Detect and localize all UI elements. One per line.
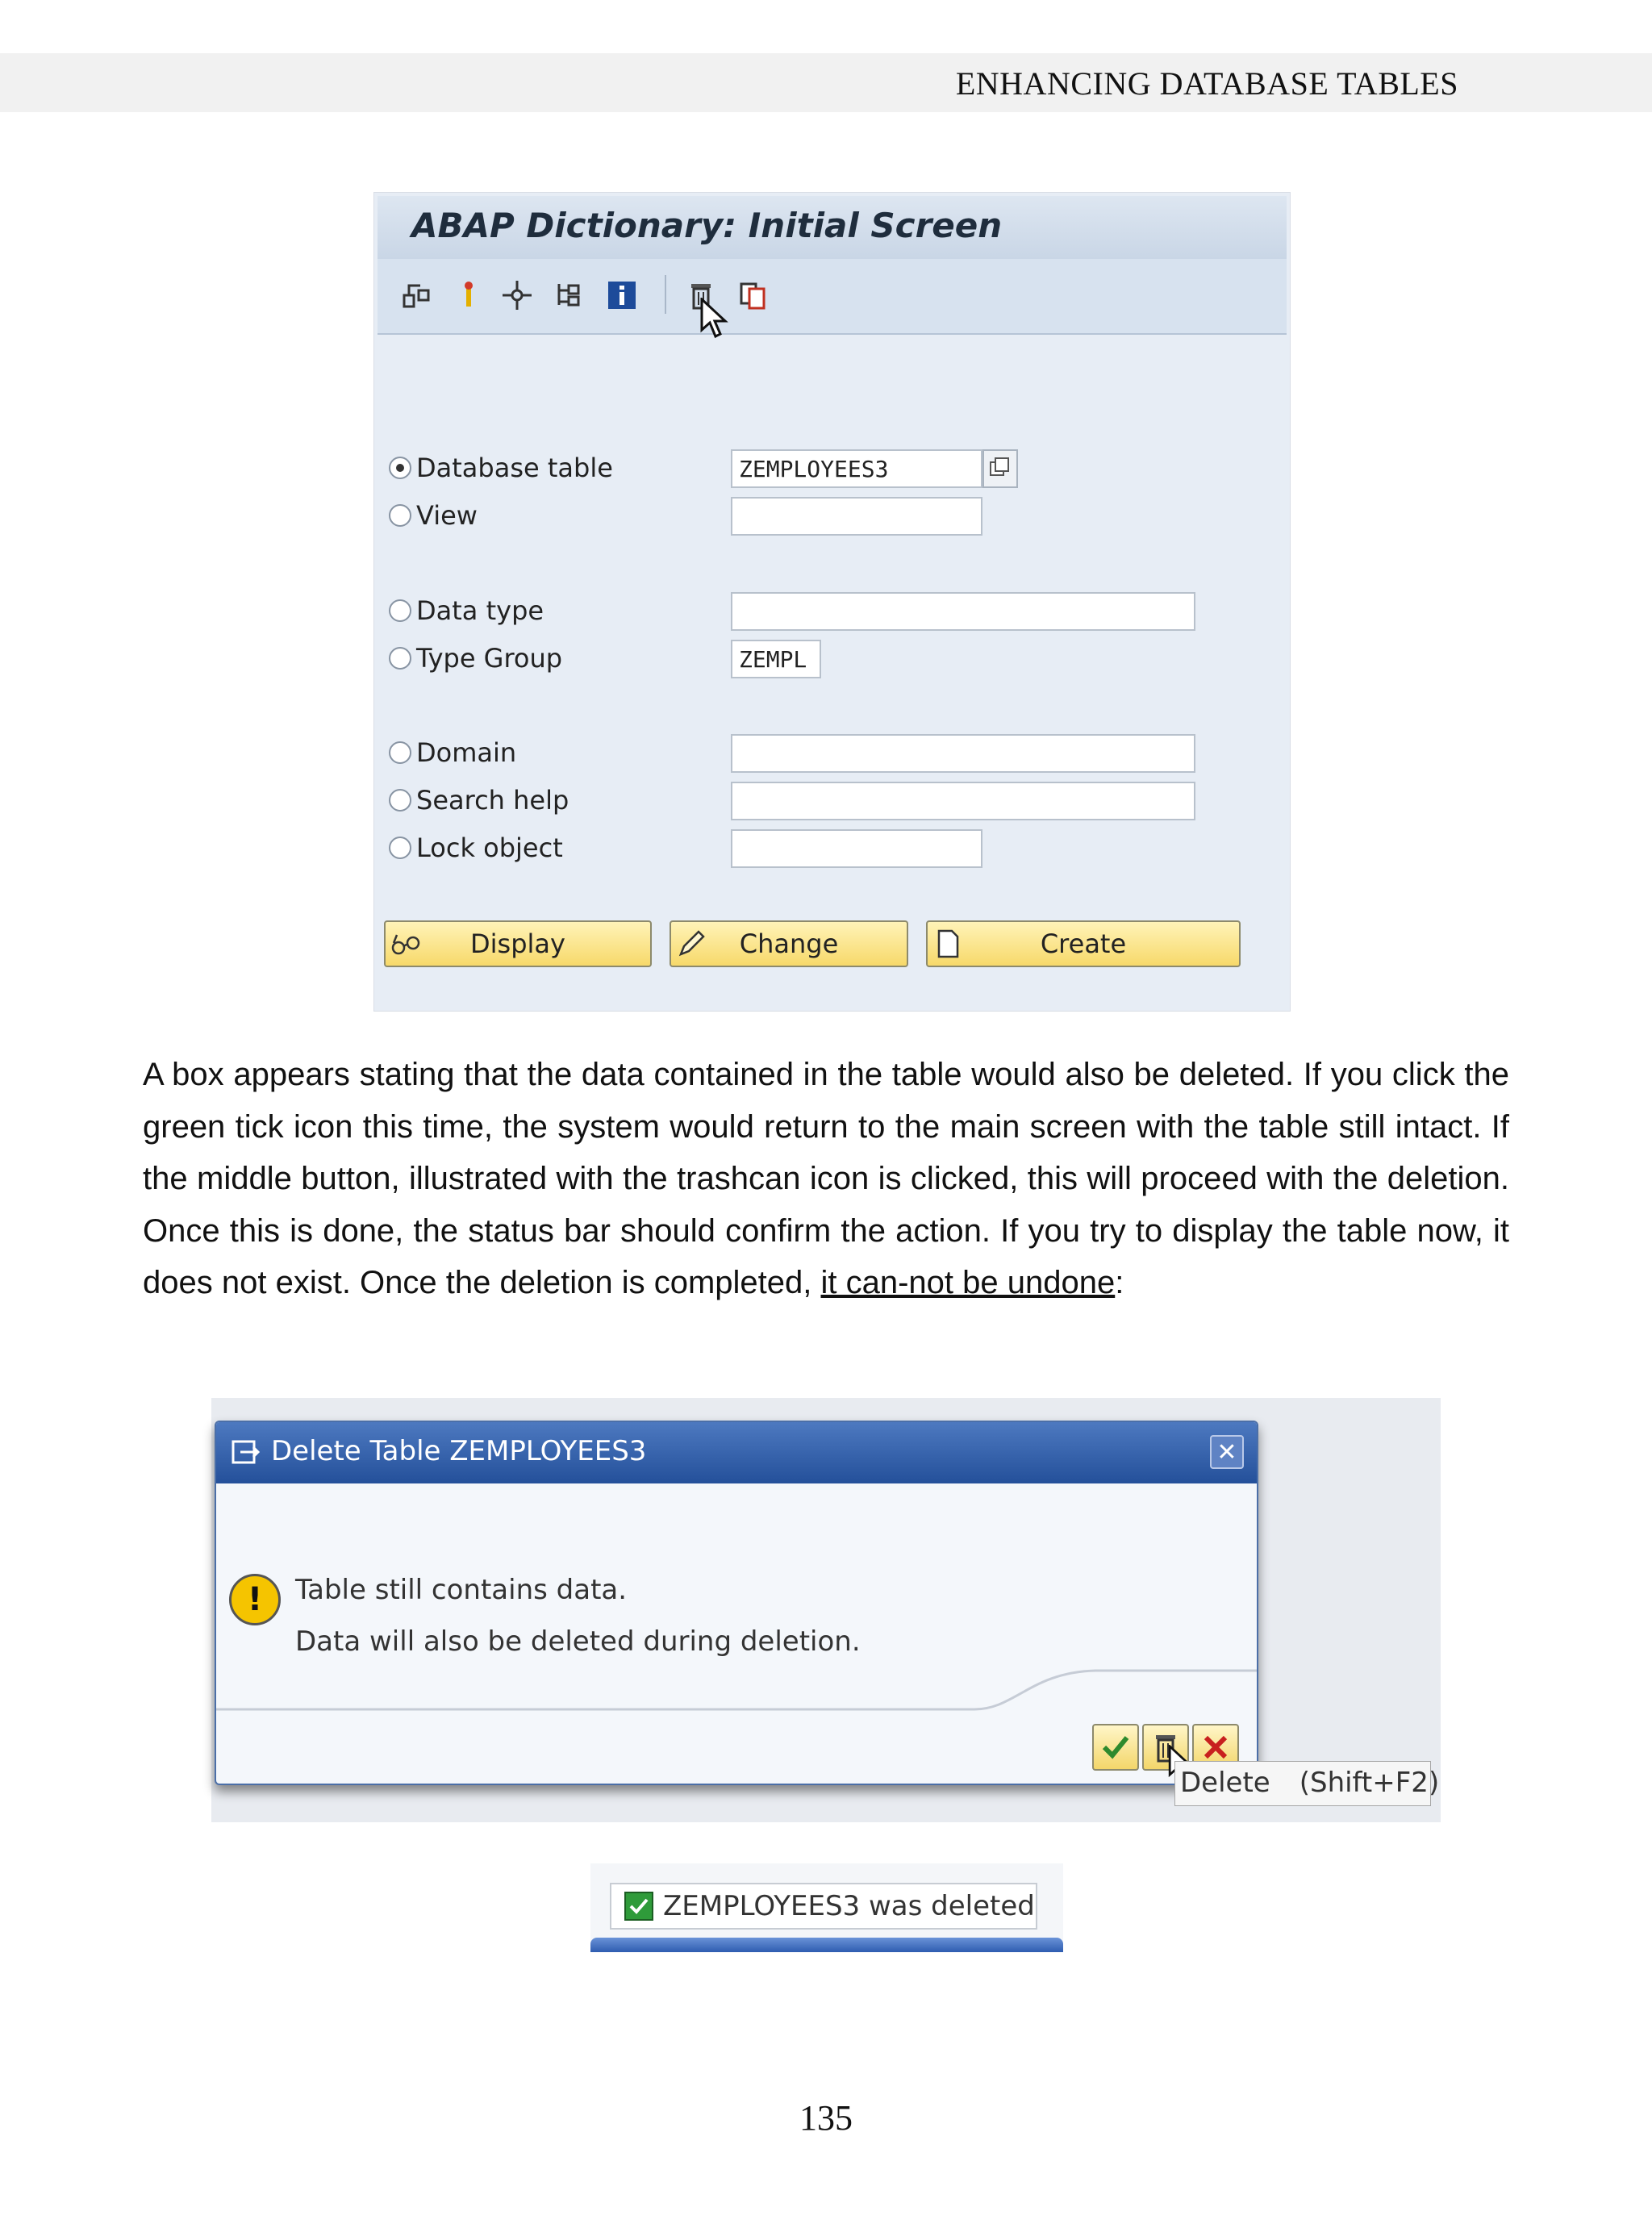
glasses-icon [390, 928, 421, 959]
warning-icon: ! [229, 1574, 281, 1625]
delete-tooltip [1174, 1761, 1440, 1806]
paragraph-end: : [1115, 1265, 1124, 1300]
tooltip-label: Delete [1180, 1767, 1270, 1799]
option-lock-object[interactable] [389, 829, 563, 866]
running-header: ENHANCING DATABASE TABLES [955, 65, 1458, 102]
network-icon[interactable] [500, 278, 534, 312]
status-bar-screenshot [590, 1863, 1063, 1952]
delete-table-dialog [215, 1421, 1258, 1785]
type-group-input[interactable]: ZEMPL [731, 640, 821, 678]
delete-dialog-screenshot [211, 1398, 1441, 1822]
option-view[interactable] [389, 497, 478, 534]
body-paragraph [143, 1049, 1509, 1309]
status-message [610, 1883, 1037, 1930]
option-label: Lock object [416, 832, 563, 863]
option-domain[interactable] [389, 734, 516, 771]
dialog-message-line2: Data will also be deleted during deletion. [295, 1625, 861, 1658]
green-tick-icon [1099, 1731, 1132, 1763]
screen-titlebar [378, 196, 1287, 259]
hierarchy-icon[interactable] [552, 278, 586, 312]
radio-database-table[interactable] [389, 457, 411, 479]
paragraph-text: A box appears stating that the data contained in the table would also be deleted. If you click the green tick icon this time, the system would return to the main screen with the table still intact. If the middle button, illustrated with the trashcan icon is clicked, this will proceed with the deletion. Once this is done, the status bar should confirm the action. If you try to display the table now, it does not exist. Once the deletion is completed, [143, 1057, 1509, 1300]
pencil-icon [676, 928, 707, 959]
value-help-button[interactable] [982, 449, 1018, 488]
copy-icon[interactable] [736, 278, 770, 312]
option-search-help[interactable] [389, 782, 569, 819]
status-text: ZEMPLOYEES3 was deleted [663, 1890, 1035, 1922]
mouse-cursor-icon [700, 298, 729, 341]
confirm-tick-button[interactable] [1092, 1724, 1139, 1771]
database-table-input[interactable]: ZEMPLOYEES3 [731, 449, 982, 488]
dialog-divider [216, 1664, 1257, 1713]
page-number: 135 [799, 2098, 853, 2138]
radio-search-help[interactable] [389, 789, 411, 812]
change-label: Change [739, 928, 839, 959]
option-label: View [416, 500, 478, 531]
create-label: Create [1040, 928, 1127, 959]
option-label: Data type [416, 595, 544, 626]
data-type-input[interactable] [731, 592, 1195, 631]
paragraph-underlined-text: it can-not be undone [820, 1265, 1116, 1300]
option-label: Type Group [416, 643, 563, 674]
dialog-title: Delete Table ZEMPLOYEES3 [271, 1435, 647, 1467]
option-data-type[interactable] [389, 592, 544, 629]
create-button[interactable] [926, 920, 1241, 967]
domain-input[interactable] [731, 734, 1195, 773]
new-document-icon [932, 928, 963, 959]
status-bar-edge [590, 1938, 1063, 1952]
application-toolbar [378, 259, 1287, 335]
radio-data-type[interactable] [389, 599, 411, 622]
tooltip-shortcut: (Shift+F2) [1299, 1767, 1440, 1799]
success-check-icon [624, 1892, 653, 1921]
other-object-icon[interactable] [400, 278, 434, 312]
radio-type-group[interactable] [389, 647, 411, 670]
radio-view[interactable] [389, 504, 411, 527]
red-cross-icon [1199, 1731, 1232, 1763]
view-input[interactable] [731, 497, 982, 536]
dialog-close-button[interactable]: ✕ [1210, 1435, 1244, 1469]
option-label: Search help [416, 785, 569, 816]
abap-dictionary-screenshot [373, 192, 1291, 1012]
where-used-icon[interactable] [452, 278, 486, 312]
lock-object-input[interactable] [731, 829, 982, 868]
change-button[interactable] [670, 920, 908, 967]
option-label: Database table [416, 453, 613, 483]
search-help-input[interactable] [731, 782, 1195, 820]
screen-title: ABAP Dictionary: Initial Screen [411, 206, 1003, 245]
dialog-message-line1: Table still contains data. [295, 1574, 628, 1606]
info-icon[interactable] [605, 278, 639, 312]
radio-domain[interactable] [389, 741, 411, 764]
option-type-group[interactable] [389, 640, 562, 677]
toolbar-separator [665, 275, 666, 314]
radio-lock-object[interactable] [389, 837, 411, 859]
option-label: Domain [416, 737, 517, 768]
display-button[interactable] [384, 920, 652, 967]
display-label: Display [470, 928, 565, 959]
option-database-table[interactable] [389, 449, 613, 486]
dialog-window-icon [231, 1438, 261, 1467]
dialog-titlebar [216, 1422, 1257, 1483]
